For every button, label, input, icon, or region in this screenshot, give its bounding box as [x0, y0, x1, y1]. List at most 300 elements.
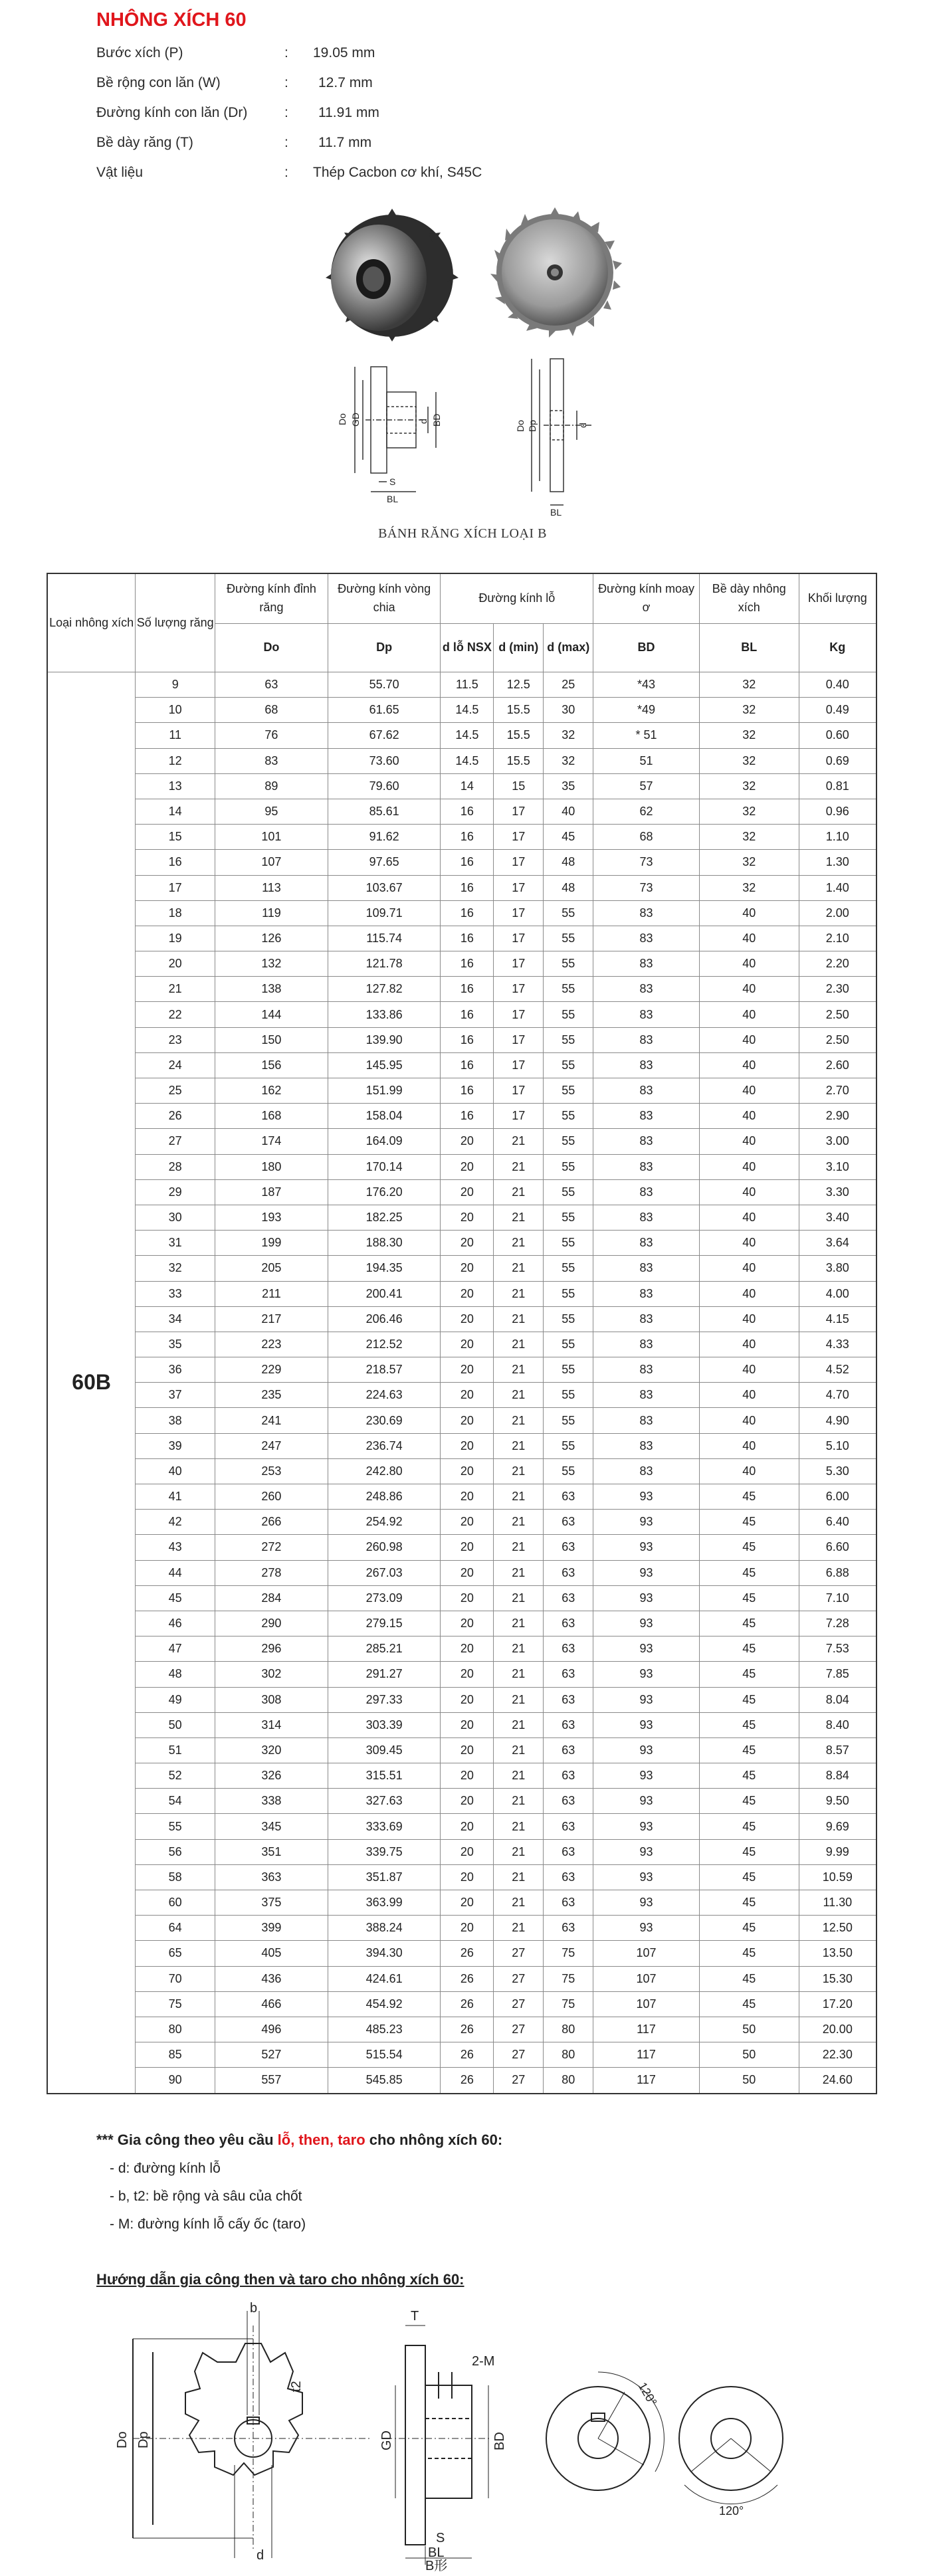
cell-kg: 0.69: [799, 748, 876, 773]
cell-bd: 93: [593, 1560, 700, 1585]
cell-teeth: 16: [136, 850, 215, 875]
cell-kg: 17.20: [799, 1991, 876, 2017]
cell-bd: 83: [593, 1179, 700, 1205]
cell-kg: 4.33: [799, 1332, 876, 1357]
cell-d-max: 75: [544, 1941, 593, 1966]
cell-kg: 2.20: [799, 951, 876, 977]
cell-teeth: 40: [136, 1458, 215, 1484]
cell-kg: 8.04: [799, 1687, 876, 1712]
cell-bl: 40: [699, 1408, 799, 1433]
cell-do: 101: [215, 825, 328, 850]
spec-row: [96, 105, 562, 135]
header-dp-top: Đường kính vòng chia: [328, 573, 441, 624]
cell-d-max: 55: [544, 900, 593, 926]
cell-bl: 40: [699, 1205, 799, 1230]
cell-kg: 3.80: [799, 1256, 876, 1281]
table-row: [47, 1383, 876, 1408]
cell-dp: 333.69: [328, 1814, 441, 1839]
cell-teeth: 12: [136, 748, 215, 773]
cell-d-min: 21: [494, 1205, 544, 1230]
cell-do: 119: [215, 900, 328, 926]
cell-do: 247: [215, 1433, 328, 1458]
spec-table: [47, 573, 877, 2094]
cell-dp: 248.86: [328, 1484, 441, 1510]
cell-teeth: 44: [136, 1560, 215, 1585]
spec-colon: :: [284, 45, 288, 60]
cell-d-nsx: 20: [441, 1737, 494, 1763]
cell-kg: 0.60: [799, 723, 876, 748]
cell-d-nsx: 20: [441, 1383, 494, 1408]
cell-do: 113: [215, 875, 328, 900]
cell-bl: 45: [699, 1636, 799, 1662]
cell-teeth: 18: [136, 900, 215, 926]
cell-d-min: 17: [494, 1052, 544, 1078]
spec-value: 11.91 mm: [318, 105, 379, 120]
cell-kg: 24.60: [799, 2068, 876, 2094]
cell-teeth: 17: [136, 875, 215, 900]
table-row: [47, 875, 876, 900]
cell-d-max: 63: [544, 1585, 593, 1611]
cell-kg: 2.30: [799, 977, 876, 1002]
cell-bl: 32: [699, 875, 799, 900]
table-row: [47, 1966, 876, 1991]
drawing-front-view: [133, 2311, 372, 2558]
cell-bd: 83: [593, 1205, 700, 1230]
cell-d-min: 21: [494, 1687, 544, 1712]
sprocket-illustration: [312, 199, 645, 518]
cell-do: 193: [215, 1205, 328, 1230]
cell-d-max: 55: [544, 1078, 593, 1104]
cell-dp: 218.57: [328, 1357, 441, 1383]
cell-teeth: 51: [136, 1737, 215, 1763]
drawing-label-t2: t2: [289, 2381, 304, 2392]
table-row: [47, 1129, 876, 1154]
cell-d-max: 63: [544, 1814, 593, 1839]
cell-bd: 83: [593, 900, 700, 926]
table-row: [47, 1104, 876, 1129]
cell-d-nsx: 20: [441, 1306, 494, 1332]
cell-dp: 145.95: [328, 1052, 441, 1078]
cell-bd: 83: [593, 1458, 700, 1484]
cell-dp: 351.87: [328, 1864, 441, 1890]
cell-bl: 40: [699, 926, 799, 951]
notes-title: [96, 2131, 827, 2149]
cell-d-max: 35: [544, 773, 593, 799]
cell-do: 180: [215, 1154, 328, 1179]
cell-do: 144: [215, 1002, 328, 1027]
table-row: [47, 1941, 876, 1966]
cell-bl: 40: [699, 1104, 799, 1129]
cell-teeth: 39: [136, 1433, 215, 1458]
cell-do: 296: [215, 1636, 328, 1662]
label-dp-2: Dp: [527, 420, 538, 432]
cell-kg: 7.28: [799, 1611, 876, 1636]
cell-do: 235: [215, 1383, 328, 1408]
cell-d-nsx: 14.5: [441, 723, 494, 748]
cell-d-nsx: 16: [441, 850, 494, 875]
cell-bl: 45: [699, 1535, 799, 1560]
cell-kg: 7.85: [799, 1662, 876, 1687]
cell-kg: 2.70: [799, 1078, 876, 1104]
table-row: [47, 1687, 876, 1712]
spec-value: Thép Cacbon cơ khí, S45C: [313, 165, 482, 180]
cell-bl: 45: [699, 1839, 799, 1864]
cell-d-min: 21: [494, 1433, 544, 1458]
cell-teeth: 35: [136, 1332, 215, 1357]
cell-teeth: 60: [136, 1890, 215, 1916]
cell-teeth: 58: [136, 1864, 215, 1890]
table-row: [47, 1002, 876, 1027]
cell-d-max: 63: [544, 1763, 593, 1789]
cell-teeth: 24: [136, 1052, 215, 1078]
cell-kg: 8.40: [799, 1712, 876, 1737]
cell-dp: 91.62: [328, 825, 441, 850]
cell-dp: 230.69: [328, 1408, 441, 1433]
cell-teeth: 34: [136, 1306, 215, 1332]
cell-type: 60B: [47, 672, 136, 2094]
cell-d-max: 55: [544, 926, 593, 951]
cell-bd: 83: [593, 1357, 700, 1383]
table-row: [47, 1205, 876, 1230]
cell-bd: 68: [593, 825, 700, 850]
table-row: [47, 900, 876, 926]
cell-d-min: 17: [494, 1002, 544, 1027]
table-row: [47, 1306, 876, 1332]
cell-d-min: 21: [494, 1585, 544, 1611]
cell-do: 260: [215, 1484, 328, 1510]
cell-do: 168: [215, 1104, 328, 1129]
cell-d-max: 55: [544, 1408, 593, 1433]
cell-bd: 93: [593, 1789, 700, 1814]
cell-d-min: 17: [494, 825, 544, 850]
cell-d-min: 27: [494, 2068, 544, 2094]
cell-bd: 93: [593, 1864, 700, 1890]
cell-d-nsx: 16: [441, 900, 494, 926]
header-d-max: d (max): [544, 624, 593, 672]
cell-d-max: 55: [544, 1231, 593, 1256]
cell-dp: 309.45: [328, 1737, 441, 1763]
cell-d-min: 21: [494, 1458, 544, 1484]
cell-teeth: 28: [136, 1154, 215, 1179]
cell-d-min: 12.5: [494, 672, 544, 698]
cell-d-nsx: 20: [441, 1458, 494, 1484]
cell-dp: 127.82: [328, 977, 441, 1002]
table-row: [47, 1357, 876, 1383]
table-row: [47, 698, 876, 723]
cell-kg: 2.60: [799, 1052, 876, 1078]
cell-d-nsx: 26: [441, 1941, 494, 1966]
processing-notes: [96, 2131, 827, 2232]
cell-bl: 32: [699, 672, 799, 698]
cell-teeth: 31: [136, 1231, 215, 1256]
cell-dp: 273.09: [328, 1585, 441, 1611]
cell-d-max: 32: [544, 748, 593, 773]
cell-bl: 40: [699, 900, 799, 926]
cell-d-nsx: 14: [441, 773, 494, 799]
cell-teeth: 20: [136, 951, 215, 977]
cell-dp: 67.62: [328, 723, 441, 748]
cell-bd: 93: [593, 1814, 700, 1839]
cell-d-max: 80: [544, 2042, 593, 2068]
cell-d-min: 21: [494, 1864, 544, 1890]
cell-d-max: 55: [544, 1433, 593, 1458]
cell-d-nsx: 16: [441, 1104, 494, 1129]
cell-d-max: 63: [544, 1864, 593, 1890]
cell-kg: 5.10: [799, 1433, 876, 1458]
cell-kg: 8.84: [799, 1763, 876, 1789]
cell-dp: 103.67: [328, 875, 441, 900]
table-row: [47, 1052, 876, 1078]
table-row: [47, 1078, 876, 1104]
cell-bd: 117: [593, 2017, 700, 2042]
cell-d-min: 21: [494, 1129, 544, 1154]
cell-d-max: 55: [544, 1357, 593, 1383]
cell-do: 436: [215, 1966, 328, 1991]
cell-teeth: 55: [136, 1814, 215, 1839]
cell-do: 150: [215, 1027, 328, 1052]
cell-d-min: 17: [494, 850, 544, 875]
header-kg-top: Khối lượng: [799, 573, 876, 624]
notes-suffix: cho nhông xích 60:: [365, 2131, 503, 2148]
cell-d-max: 63: [544, 1737, 593, 1763]
cell-do: 320: [215, 1737, 328, 1763]
cell-teeth: 85: [136, 2042, 215, 2068]
notes-highlight: lỗ, then, taro: [277, 2131, 365, 2148]
cell-kg: 4.70: [799, 1383, 876, 1408]
cell-d-min: 17: [494, 926, 544, 951]
drawing-label-t: T: [411, 2309, 419, 2324]
cell-bl: 45: [699, 1890, 799, 1916]
cell-bl: 40: [699, 1027, 799, 1052]
cell-d-max: 30: [544, 698, 593, 723]
cell-teeth: 50: [136, 1712, 215, 1737]
cell-d-nsx: 20: [441, 1560, 494, 1585]
cell-kg: 1.10: [799, 825, 876, 850]
cell-bl: 45: [699, 1737, 799, 1763]
label-do: Do: [337, 413, 348, 425]
table-row: [47, 1585, 876, 1611]
cell-do: 211: [215, 1281, 328, 1306]
table-row: [47, 1154, 876, 1179]
cell-d-min: 21: [494, 1662, 544, 1687]
cell-do: 308: [215, 1687, 328, 1712]
cell-dp: 388.24: [328, 1916, 441, 1941]
cell-d-nsx: 16: [441, 1002, 494, 1027]
cell-bd: 83: [593, 1256, 700, 1281]
cell-bd: 117: [593, 2068, 700, 2094]
cell-do: 132: [215, 951, 328, 977]
cell-bl: 40: [699, 1357, 799, 1383]
spec-colon: :: [284, 105, 288, 120]
cell-dp: 454.92: [328, 1991, 441, 2017]
cell-bd: 83: [593, 1002, 700, 1027]
cell-d-nsx: 20: [441, 1484, 494, 1510]
cell-d-nsx: 20: [441, 1585, 494, 1611]
cell-bl: 45: [699, 1941, 799, 1966]
drawing-label-bl: BL: [428, 2545, 445, 2560]
cell-bd: 83: [593, 1231, 700, 1256]
cell-bd: 83: [593, 1052, 700, 1078]
cell-dp: 194.35: [328, 1256, 441, 1281]
cell-bl: 40: [699, 1052, 799, 1078]
spec-value: 19.05 mm: [313, 45, 375, 60]
cell-d-nsx: 20: [441, 1231, 494, 1256]
cell-bl: 45: [699, 1611, 799, 1636]
cell-dp: 297.33: [328, 1687, 441, 1712]
drawing-label-b: b: [250, 2301, 258, 2316]
cell-d-nsx: 20: [441, 1864, 494, 1890]
sprocket-photo-1: [326, 209, 459, 342]
cell-bd: 83: [593, 1154, 700, 1179]
cell-do: 405: [215, 1941, 328, 1966]
cell-d-max: 55: [544, 1458, 593, 1484]
cell-d-min: 15.5: [494, 698, 544, 723]
cell-teeth: 25: [136, 1078, 215, 1104]
cell-do: 284: [215, 1585, 328, 1611]
cell-do: 253: [215, 1458, 328, 1484]
schematic-plate-type: [532, 359, 591, 505]
cell-d-max: 32: [544, 723, 593, 748]
table-row: [47, 1535, 876, 1560]
cell-kg: 8.57: [799, 1737, 876, 1763]
cell-d-max: 55: [544, 1027, 593, 1052]
cell-bl: 32: [699, 799, 799, 824]
cell-d-max: 80: [544, 2017, 593, 2042]
header-teeth: Số lượng răng: [136, 573, 215, 672]
cell-teeth: 49: [136, 1687, 215, 1712]
cell-d-min: 21: [494, 1179, 544, 1205]
cell-bl: 40: [699, 951, 799, 977]
cell-bl: 45: [699, 1662, 799, 1687]
cell-bd: 93: [593, 1712, 700, 1737]
cell-d-min: 21: [494, 1737, 544, 1763]
cell-d-max: 63: [544, 1916, 593, 1941]
cell-do: 557: [215, 2068, 328, 2094]
table-row: [47, 1839, 876, 1864]
cell-dp: 85.61: [328, 799, 441, 824]
table-row: [47, 1179, 876, 1205]
cell-d-min: 17: [494, 875, 544, 900]
cell-d-nsx: 26: [441, 1991, 494, 2017]
table-row: [47, 1763, 876, 1789]
cell-do: 241: [215, 1408, 328, 1433]
cell-kg: 9.99: [799, 1839, 876, 1864]
table-row: [47, 926, 876, 951]
header-do-top: Đường kính đỉnh răng: [215, 573, 328, 624]
cell-d-min: 21: [494, 1484, 544, 1510]
cell-do: 272: [215, 1535, 328, 1560]
cell-d-min: 27: [494, 1941, 544, 1966]
cell-teeth: 38: [136, 1408, 215, 1433]
cell-bd: *49: [593, 698, 700, 723]
cell-bd: 83: [593, 977, 700, 1002]
cell-bl: 40: [699, 1002, 799, 1027]
cell-dp: 115.74: [328, 926, 441, 951]
cell-teeth: 9: [136, 672, 215, 698]
cell-d-max: 55: [544, 1179, 593, 1205]
cell-teeth: 54: [136, 1789, 215, 1814]
table-row: [47, 1916, 876, 1941]
cell-kg: 3.40: [799, 1205, 876, 1230]
cell-d-min: 17: [494, 1027, 544, 1052]
cell-d-nsx: 26: [441, 1966, 494, 1991]
cell-kg: 6.60: [799, 1535, 876, 1560]
cell-bd: 83: [593, 1078, 700, 1104]
spec-row: [96, 75, 562, 105]
cell-bd: 83: [593, 1332, 700, 1357]
label-bl-2: BL: [550, 507, 562, 518]
cell-d-min: 15.5: [494, 723, 544, 748]
cell-d-max: 55: [544, 1205, 593, 1230]
cell-kg: 2.90: [799, 1104, 876, 1129]
cell-d-max: 80: [544, 2068, 593, 2094]
table-row: [47, 850, 876, 875]
cell-do: 302: [215, 1662, 328, 1687]
spec-label: Bề rộng con lăn (W): [96, 75, 221, 90]
cell-d-min: 17: [494, 951, 544, 977]
drawing-label-angle-2: 120°: [719, 2504, 744, 2518]
cell-d-min: 21: [494, 1383, 544, 1408]
cell-dp: 170.14: [328, 1154, 441, 1179]
cell-kg: 6.88: [799, 1560, 876, 1585]
spec-colon: :: [284, 135, 288, 150]
cell-d-min: 21: [494, 1408, 544, 1433]
cell-do: 338: [215, 1789, 328, 1814]
keyway-drawing: [93, 2299, 851, 2571]
cell-kg: 2.00: [799, 900, 876, 926]
cell-do: 229: [215, 1357, 328, 1383]
cell-d-nsx: 20: [441, 1687, 494, 1712]
spec-label: Bề dày răng (T): [96, 135, 193, 150]
cell-dp: 267.03: [328, 1560, 441, 1585]
cell-d-min: 21: [494, 1890, 544, 1916]
table-row: [47, 1890, 876, 1916]
cell-teeth: 13: [136, 773, 215, 799]
cell-kg: 0.81: [799, 773, 876, 799]
cell-bl: 45: [699, 1864, 799, 1890]
cell-bd: 83: [593, 1281, 700, 1306]
cell-d-nsx: 20: [441, 1332, 494, 1357]
cell-teeth: 47: [136, 1636, 215, 1662]
cell-bl: 32: [699, 723, 799, 748]
cell-d-nsx: 14.5: [441, 748, 494, 773]
cell-d-max: 48: [544, 850, 593, 875]
cell-bl: 40: [699, 1154, 799, 1179]
label-d-2: d: [577, 423, 588, 428]
label-s: S: [389, 476, 396, 487]
header-dp: Dp: [328, 624, 441, 672]
table-row: [47, 1737, 876, 1763]
header-type: Loại nhông xích: [47, 573, 136, 672]
cell-kg: 2.50: [799, 1002, 876, 1027]
sprocket-figure: [312, 199, 645, 518]
cell-bl: 32: [699, 850, 799, 875]
cell-bl: 45: [699, 1510, 799, 1535]
table-row: [47, 977, 876, 1002]
cell-bd: *43: [593, 672, 700, 698]
cell-dp: 279.15: [328, 1611, 441, 1636]
cell-teeth: 33: [136, 1281, 215, 1306]
cell-do: 363: [215, 1864, 328, 1890]
cell-dp: 139.90: [328, 1027, 441, 1052]
cell-teeth: 80: [136, 2017, 215, 2042]
cell-do: 496: [215, 2017, 328, 2042]
cell-d-max: 63: [544, 1484, 593, 1510]
cell-do: 314: [215, 1712, 328, 1737]
spec-colon: :: [284, 75, 288, 90]
cell-bd: 107: [593, 1941, 700, 1966]
cell-dp: 55.70: [328, 672, 441, 698]
